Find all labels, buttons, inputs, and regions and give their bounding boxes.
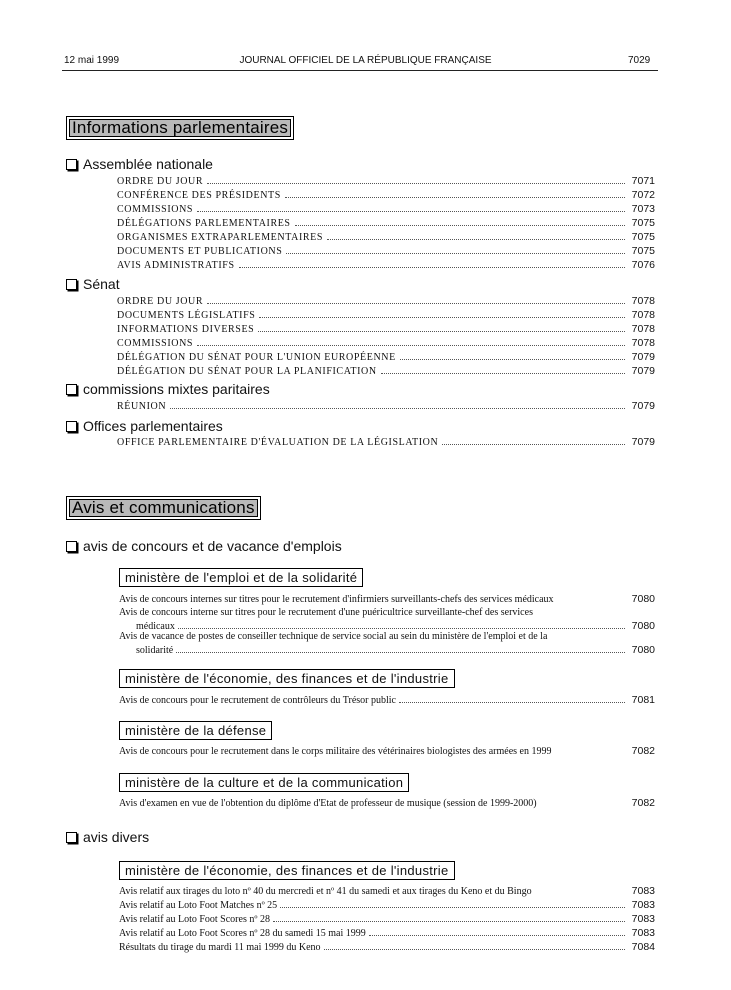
entry-label: commissions mixtes paritaires — [83, 381, 270, 397]
checkbox-icon — [66, 159, 77, 170]
page-number: 7081 — [631, 694, 655, 706]
page-number: 7080 — [631, 593, 655, 605]
notice-entry[interactable] — [119, 745, 655, 759]
notice-entry[interactable] — [119, 885, 655, 899]
section-avis-divers — [66, 829, 149, 845]
page-number: 7083 — [631, 927, 655, 939]
entry-label: Avis de concours internes sur titres pour le recrutement d'infirmiers surveillants-chefs des services médicaux — [119, 594, 554, 605]
page-number: 7078 — [631, 323, 655, 335]
checkbox-icon — [66, 279, 77, 290]
page-number: 7078 — [631, 295, 655, 307]
page-number: 7075 — [631, 217, 655, 229]
toc-row[interactable] — [117, 295, 655, 309]
section-offices-parlementaires — [66, 418, 223, 434]
notice-entry[interactable] — [119, 913, 655, 927]
page-number: 7079 — [631, 436, 655, 448]
page-number: 7082 — [631, 745, 655, 757]
toc-row[interactable] — [117, 365, 655, 379]
entry-label: Avis de concours pour le recrutement de contrôleurs du Trésor public — [119, 695, 396, 706]
section-banner-avis-et-communications: Avis et communications — [66, 496, 261, 520]
ministry-heading-emploi: ministère de l'emploi et de la solidarité — [119, 568, 363, 587]
toc-row[interactable] — [117, 259, 655, 273]
entry-label: Sénat — [83, 276, 120, 292]
page-number: 7078 — [631, 337, 655, 349]
section-assemblee-nationale — [66, 156, 213, 172]
entry-label: RÉUNION — [117, 401, 167, 412]
entry-label: DOCUMENTS ET PUBLICATIONS — [117, 246, 283, 257]
entry-label: COMMISSIONS — [117, 338, 194, 349]
entry-label: Offices parlementaires — [83, 418, 223, 434]
notice-entry[interactable] — [119, 593, 655, 607]
entry-label: DOCUMENTS LÉGISLATIFS — [117, 310, 256, 321]
entry-label: avis de concours et de vacance d'emplois — [83, 538, 342, 554]
checkbox-icon — [66, 541, 77, 552]
notice-entry[interactable] — [119, 694, 655, 708]
entry-label: Avis relatif au Loto Foot Scores nº 28 — [119, 914, 270, 925]
toc-row[interactable] — [117, 351, 655, 365]
entry-label: CONFÉRENCE DES PRÉSIDENTS — [117, 190, 281, 201]
page-number: 7079 — [631, 351, 655, 363]
toc-row[interactable] — [117, 217, 655, 231]
entry-label: médicaux — [136, 620, 175, 632]
toc-row[interactable] — [117, 400, 655, 414]
page-number: 7071 — [631, 175, 655, 187]
section-banner-informations-parlementaires: Informations parlementaires — [66, 116, 294, 140]
notice-entry[interactable] — [119, 927, 655, 941]
page-number: 7082 — [631, 797, 655, 809]
notice-entry[interactable] — [119, 631, 655, 657]
notice-entry[interactable] — [119, 899, 655, 913]
entry-label: DÉLÉGATIONS PARLEMENTAIRES — [117, 218, 291, 229]
toc-row[interactable] — [117, 309, 655, 323]
ministry-heading-culture: ministère de la culture et de la communication — [119, 773, 409, 792]
page-number: 7072 — [631, 189, 655, 201]
entry-label: Assemblée nationale — [83, 156, 213, 172]
toc-row[interactable] — [117, 203, 655, 217]
notice-entry[interactable] — [119, 797, 655, 811]
entry-label: Avis relatif au Loto Foot Matches nº 25 — [119, 900, 278, 911]
header-journal-title: JOURNAL OFFICIEL DE LA RÉPUBLIQUE FRANÇAISE — [239, 55, 492, 66]
toc-row[interactable] — [117, 323, 655, 337]
entry-label: Avis relatif au Loto Foot Scores nº 28 du samedi 15 mai 1999 — [119, 928, 366, 939]
entry-label: OFFICE PARLEMENTAIRE D'ÉVALUATION DE LA LÉGISLATION — [117, 437, 439, 448]
entry-label: COMMISSIONS — [117, 204, 194, 215]
entry-label: Avis relatif aux tirages du loto nº 40 du mercredi et nº 41 du samedi et aux tirages du Keno et du Bingo — [119, 886, 532, 897]
section-commissions-mixtes-paritaires — [66, 381, 270, 397]
entry-label: solidarité — [136, 644, 174, 656]
header-date: 12 mai 1999 — [64, 55, 120, 66]
checkbox-icon — [66, 384, 77, 395]
section-senat — [66, 276, 120, 292]
page-number: 7073 — [631, 203, 655, 215]
ministry-heading-defense: ministère de la défense — [119, 721, 272, 740]
page-number: 7076 — [631, 259, 655, 271]
entry-label: DÉLÉGATION DU SÉNAT POUR LA PLANIFICATION — [117, 366, 377, 377]
entry-label: AVIS ADMINISTRATIFS — [117, 260, 235, 271]
page-number: 7079 — [631, 400, 655, 412]
entry-label: Avis de vacance de postes de conseiller technique de service social au sein du ministère de l'emploi et de la — [119, 631, 548, 642]
ministry-heading-economie: ministère de l'économie, des finances et de l'industrie — [119, 669, 455, 688]
entry-label: ORGANISMES EXTRAPARLEMENTAIRES — [117, 232, 324, 243]
entry-label: ORDRE DU JOUR — [117, 176, 204, 187]
header-rule — [62, 70, 658, 71]
entry-label: Avis de concours interne sur titres pour le recrutement d'une puéricultrice surveillante-chef des services — [119, 607, 533, 618]
toc-row[interactable] — [117, 337, 655, 351]
page-number: 7079 — [631, 365, 655, 377]
toc-row[interactable] — [117, 245, 655, 259]
ministry-heading-economie-divers: ministère de l'économie, des finances et de l'industrie — [119, 861, 455, 880]
page-number: 7075 — [631, 231, 655, 243]
page-number: 7075 — [631, 245, 655, 257]
page-number: 7083 — [631, 899, 655, 911]
page-number: 7084 — [631, 941, 655, 953]
entry-label: Avis d'examen en vue de l'obtention du diplôme d'Etat de professeur de musique (session de 1999-2000) — [119, 798, 537, 809]
header-page-number: 7029 — [628, 55, 651, 66]
notice-entry[interactable] — [119, 607, 655, 633]
entry-label: INFORMATIONS DIVERSES — [117, 324, 255, 335]
toc-row[interactable] — [117, 175, 655, 189]
toc-row[interactable] — [117, 436, 655, 450]
checkbox-icon — [66, 421, 77, 432]
section-avis-de-concours — [66, 538, 342, 554]
page-number: 7083 — [631, 913, 655, 925]
page-number: 7080 — [631, 619, 655, 632]
entry-label: DÉLÉGATION DU SÉNAT POUR L'UNION EUROPÉENNE — [117, 352, 396, 363]
toc-row[interactable] — [117, 231, 655, 245]
toc-row[interactable] — [117, 189, 655, 203]
entry-label: Avis de concours pour le recrutement dans le corps militaire des vétérinaires biologistes des armées en 1999 — [119, 746, 552, 757]
checkbox-icon — [66, 832, 77, 843]
page-number: 7080 — [631, 643, 655, 656]
page-number: 7078 — [631, 309, 655, 321]
entry-label: ORDRE DU JOUR — [117, 296, 204, 307]
entry-label: Résultats du tirage du mardi 11 mai 1999 du Keno — [119, 942, 321, 953]
page-number: 7083 — [631, 885, 655, 897]
entry-label: avis divers — [83, 829, 150, 845]
notice-entry[interactable] — [119, 941, 655, 955]
